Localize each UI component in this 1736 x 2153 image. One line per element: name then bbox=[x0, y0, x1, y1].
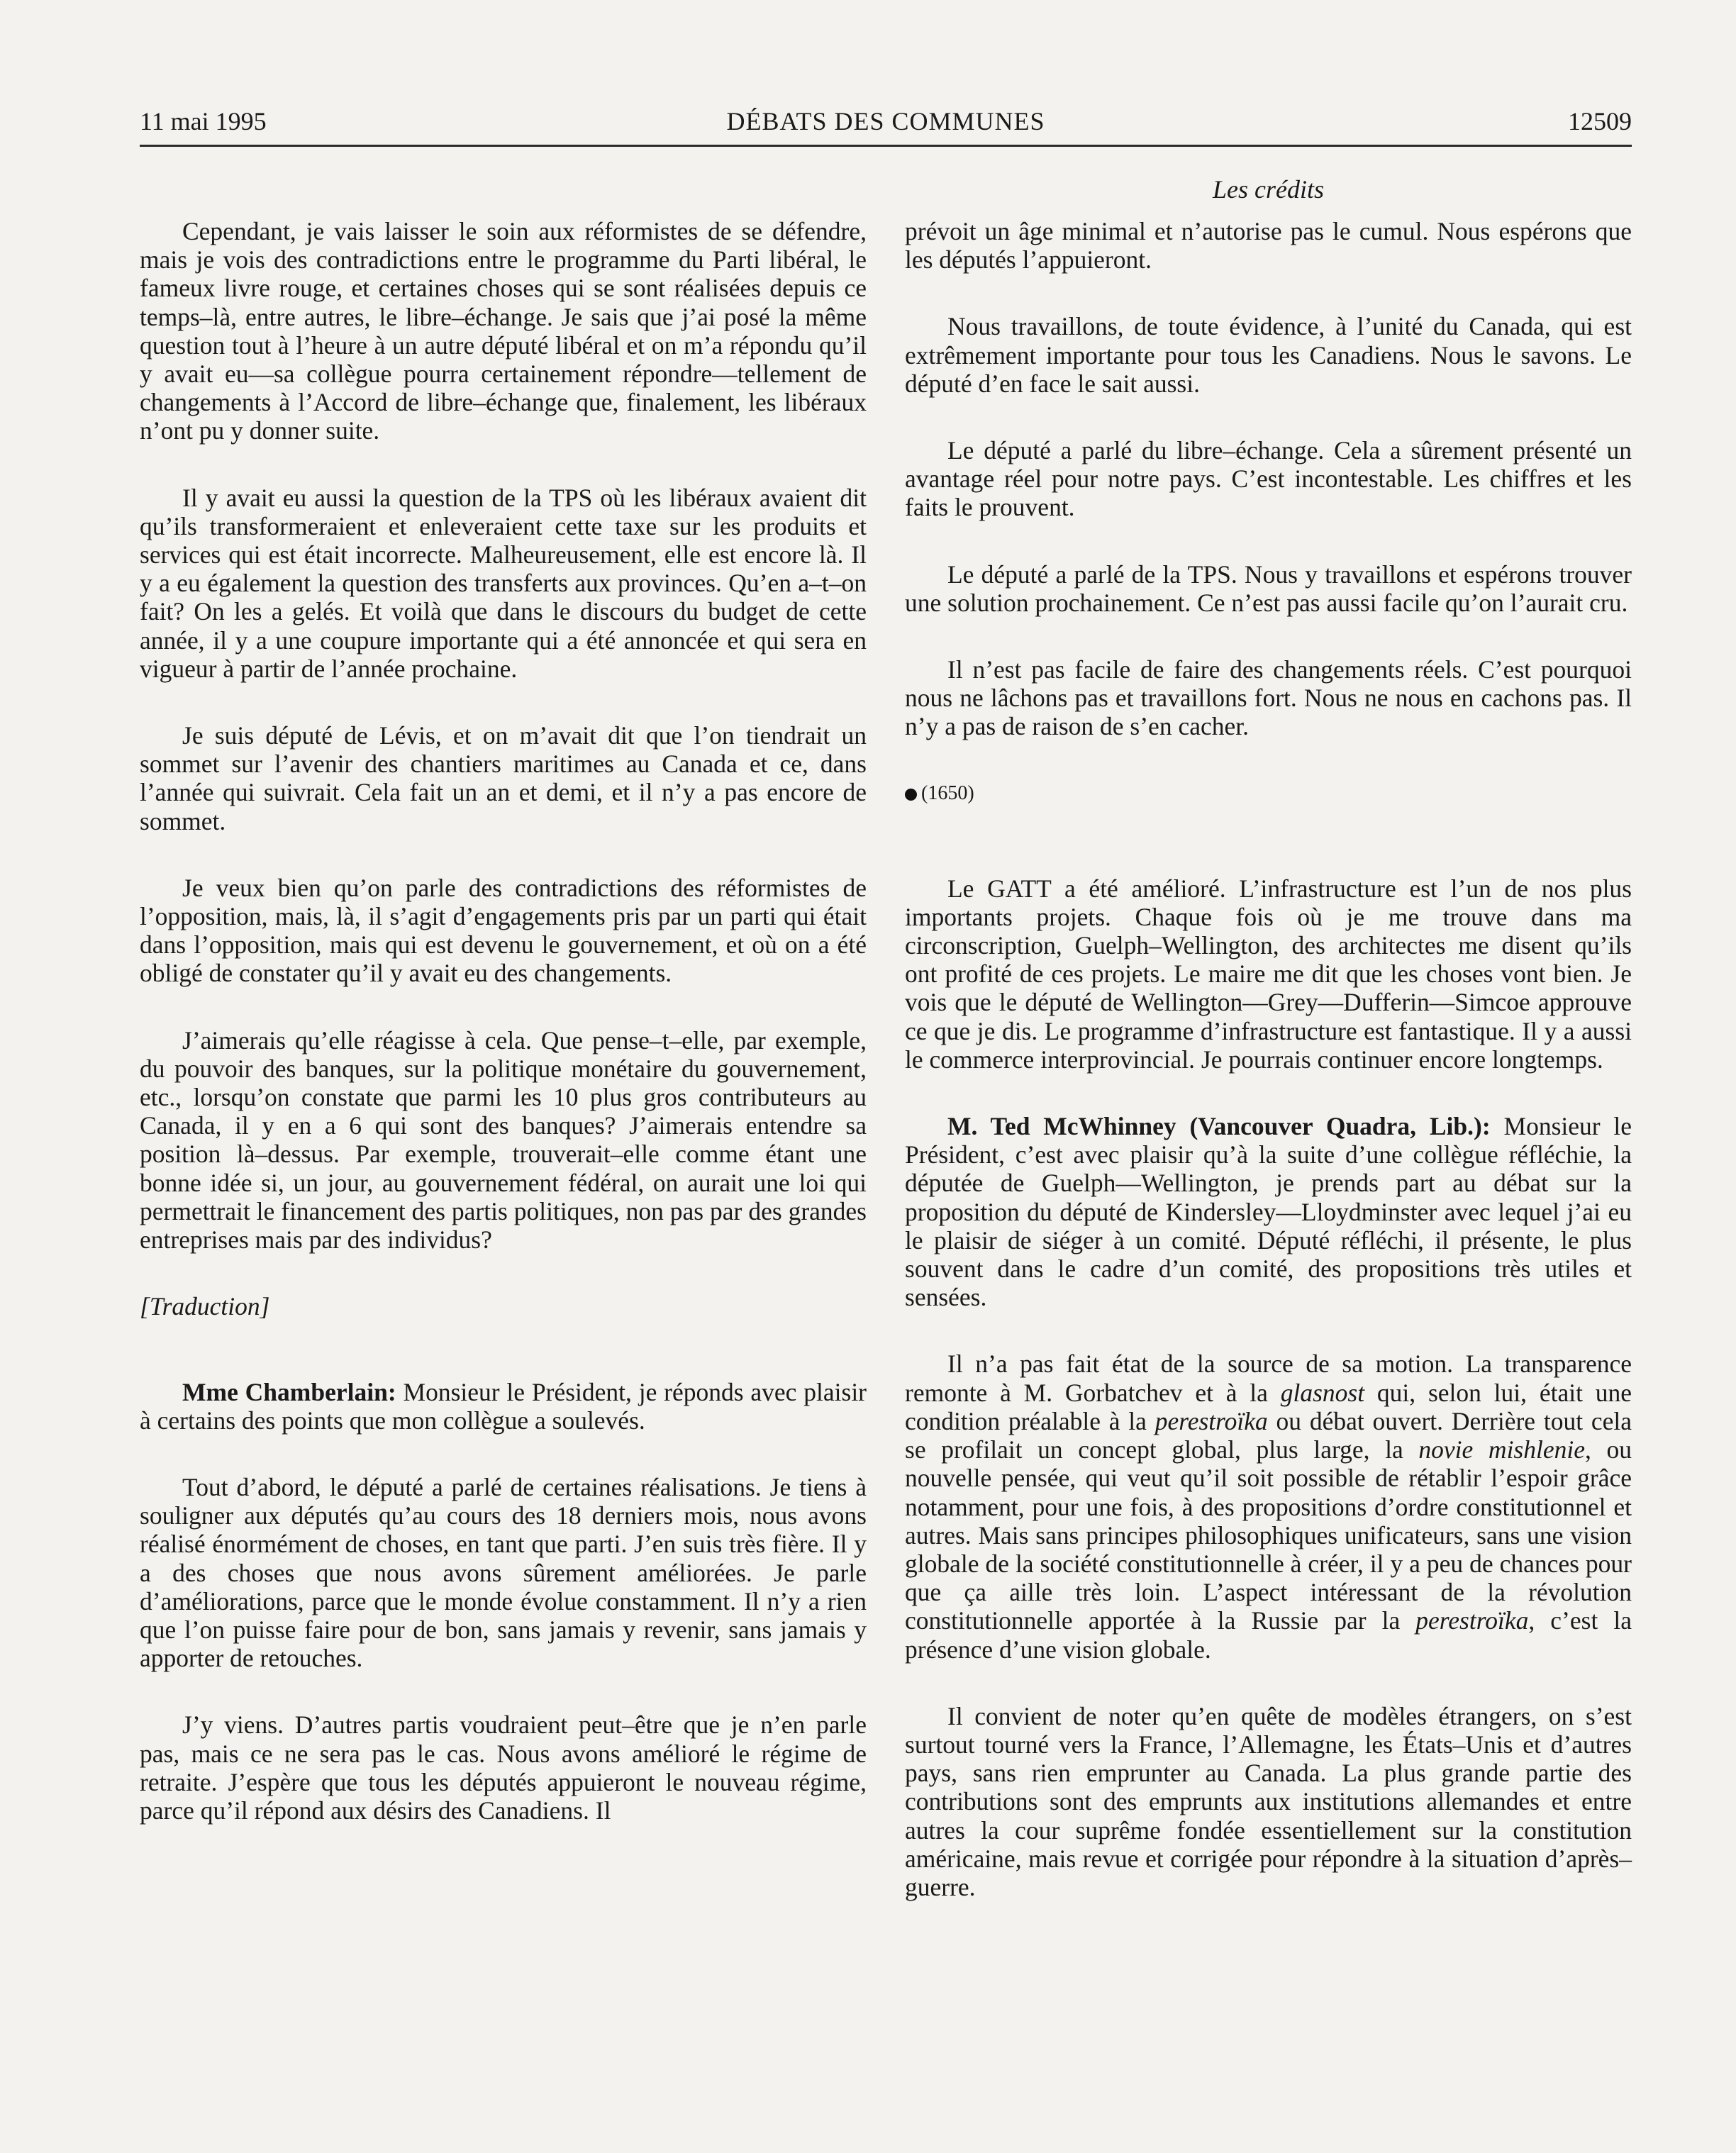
speech-text: Monsieur le Président, je réponds avec plaisir à certains des points que mon collègue a soulevés. bbox=[140, 1377, 867, 1435]
time-marker-label: (1650) bbox=[921, 781, 974, 804]
text-run: ou débat ouvert. Derrière tout cela se profilait un concept global, plus large, la bbox=[905, 1406, 1632, 1464]
header-title: DÉBATS DES COMMUNES bbox=[726, 107, 1045, 135]
paragraph: Nous travaillons, de toute évidence, à l’unité du Canada, qui est extrêmement importante pour tous les Canadiens. Nous le savons. Le député d’en face le sait aussi. bbox=[905, 312, 1632, 398]
paragraph: Il y avait eu aussi la question de la TPS où les libéraux avaient dit qu’ils transformeraient et enleveraient cette taxe sur les produits et services qui est était incorrecte. Malheureusement, elle est encore là. Il y a eu également la question des transferts aux provinces. Qu’en a–t–on fait? On les a gelés. Et voilà que dans le discours du budget de cette année, il y a une coupure importante qui a été annoncée et qui sera en vigueur à partir de l’année prochaine. bbox=[140, 483, 867, 683]
italic-term: perestroïka bbox=[1154, 1406, 1268, 1435]
paragraph: Le député a parlé de la TPS. Nous y travaillons et espérons trouver une solution prochainement. Ce n’est pas aussi facile qu’on l’aurait cru. bbox=[905, 560, 1632, 617]
paragraph bbox=[140, 1378, 867, 1435]
header-date: 11 mai 1995 bbox=[140, 107, 267, 135]
paragraph: Il convient de noter qu’en quête de modèles étrangers, on s’est surtout tourné vers la France, l’Allemagne, les États–Unis et d’autres pays, sans rien emprunter au Canada. La plus grande partie des contributions sont des emprunts aux institutions allemandes et entre autres la cour suprême fondée essentiellement sur la constitution américaine, mais revue et corrigée pour répondre à la situation d’après–guerre. bbox=[905, 1701, 1632, 1901]
time-marker bbox=[905, 779, 1632, 808]
italic-term: glasnost bbox=[1280, 1378, 1365, 1407]
paragraph: Le député a parlé du libre–échange. Cela a sûrement présenté un avantage réel pour notre pays. C’est incontestable. Les chiffres et les faits le prouvent. bbox=[905, 436, 1632, 522]
paragraph: prévoit un âge minimal et n’autorise pas le cumul. Nous espérons que les députés l’appuieront. bbox=[905, 217, 1632, 274]
speaker-name: M. Ted McWhinney (Vancouver Quadra, Lib.): bbox=[947, 1112, 1491, 1141]
paragraph: Je suis député de Lévis, et on m’avait dit que l’on tiendrait un sommet sur l’avenir des chantiers maritimes au Canada et ce, dans l’année qui suivrait. Cela fait un an et demi, et il n’y a pas encore de sommet. bbox=[140, 721, 867, 835]
page-header bbox=[140, 104, 1632, 147]
text-run: qui, selon lui, était une condition préalable à la bbox=[905, 1378, 1632, 1435]
paragraph: J’y viens. D’autres partis voudraient peut–être que je n’en parle pas, mais ce ne sera pas le cas. Nous avons amélioré le régime de retraite. J’espère que tous les députés appuieront le nouveau régime, parce qu’il répond aux désirs des Canadiens. Il bbox=[140, 1710, 867, 1825]
italic-term: perestroïka bbox=[1415, 1606, 1529, 1635]
paragraph bbox=[905, 1350, 1632, 1663]
section-label: Les crédits bbox=[1213, 175, 1324, 204]
paragraph: J’aimerais qu’elle réagisse à cela. Que pense–t–elle, par exemple, du pouvoir des banques, sur la politique monétaire du gouvernement, etc., lorsqu’on constate que parmi les 10 plus gros contributeurs au Canada, il y en a 6 qui sont des banques? J’aimerais entendre sa position là–dessus. Par exemple, trouverait–elle comme étant une bonne idée si, un jour, au gouvernement fédéral, on aurait une loi qui permettrait le financement des partis politiques, non pas par des grandes entreprises mais par des individus? bbox=[140, 1025, 867, 1254]
right-column bbox=[905, 217, 1632, 1940]
paragraph: Je veux bien qu’on parle des contradictions des réformistes de l’opposition, mais, là, il s’agit d’engagements pris par un parti qui était dans l’opposition, mais qui est devenu le gouvernement, et où on a été obligé de constater qu’il y avait eu des changements. bbox=[140, 873, 867, 988]
speech-text: Monsieur le Président, c’est avec plaisir qu’à la suite d’une collègue réfléchie, la députée de Guelph—Wellington, je prends part au débat sur la proposition du député de Kindersley—Lloydminster avec lequel j’ai eu le plaisir de siéger à un comité. Député réfléchi, il présente, le plus souvent dans le cadre d’un comité, des propositions très utiles et sensées. bbox=[905, 1112, 1632, 1312]
speaker-name: Mme Chamberlain: bbox=[182, 1377, 396, 1406]
translation-tag: [Traduction] bbox=[140, 1292, 270, 1321]
paragraph: Il n’est pas facile de faire des changements réels. C’est pourquoi nous ne lâchons pas et travaillons fort. Nous ne nous en cachons pas. Il n’y a pas de raison de s’en cacher. bbox=[905, 655, 1632, 741]
italic-term: novie mishlenie bbox=[1418, 1435, 1585, 1464]
header-page-number: 12509 bbox=[1568, 107, 1632, 135]
paragraph: Cependant, je vais laisser le soin aux réformistes de se défendre, mais je vois des contradictions entre le programme du Parti libéral, le fameux livre rouge, et certaines choses qui se sont réalisées depuis ce temps–là, entre autres, le libre–échange. Je sais que j’ai posé la même question tout à l’heure à un autre député libéral et on m’a répondu qu’il y avait eu—sa collègue pourra certainement répondre—tellement de changements à l’Accord de libre–échange que, finalement, les libéraux n’ont pu y donner suite. bbox=[140, 217, 867, 445]
translation-tag-label: Traduction bbox=[149, 1292, 260, 1321]
bullet-icon bbox=[905, 789, 917, 801]
paragraph: Le GATT a été amélioré. L’infrastructure est l’un de nos plus importants projets. Chaque fois où je me trouve dans ma circonscription, Guelph–Wellington, des architectes me disent qu’ils ont profité de ces projets. Le maire me dit que les choses vont bien. Je vois que le député de Wellington—Grey—Dufferin—Simcoe approuve ce que je dis. Le programme d’infrastructure est fantastique. Il y a aussi le commerce interprovincial. Je pourrais continuer encore longtemps. bbox=[905, 874, 1632, 1074]
paragraph bbox=[905, 1112, 1632, 1311]
text-run: Il n’a pas fait état de la source de sa motion. La transparence remonte à M. Gorbatchev et à la bbox=[905, 1350, 1632, 1407]
left-column bbox=[140, 217, 867, 1863]
text-run: , ou nouvelle pensée, qui veut qu’il soit possible de rétablir l’espoir grâce notamment, pour une fois, à des propositions d’ordre constitutionnel et autres. Mais sans principes philosophiques unificateurs, sans une vision globale de la société constitutionnelle à créer, il y a peu de chances pour que ça aille très loin. L’aspect intéressant de la révolution constitutionnelle apportée à la Russie par la bbox=[905, 1435, 1632, 1635]
paragraph: Tout d’abord, le député a parlé de certaines réalisations. Je tiens à souligner aux députés qu’au cours des 18 derniers mois, nous avons réalisé énormément de choses, en tant que parti. J’en suis très fière. Il y a des choses que nous avons sûrement améliorées. Je parle d’améliorations, parce que le monde évolue constamment. Il n’y a rien que l’on puisse faire pour de bon, sans jamais y revenir, sans jamais y apporter de retouches. bbox=[140, 1472, 867, 1673]
text-run: , c’est la présence d’une vision globale. bbox=[905, 1606, 1632, 1664]
